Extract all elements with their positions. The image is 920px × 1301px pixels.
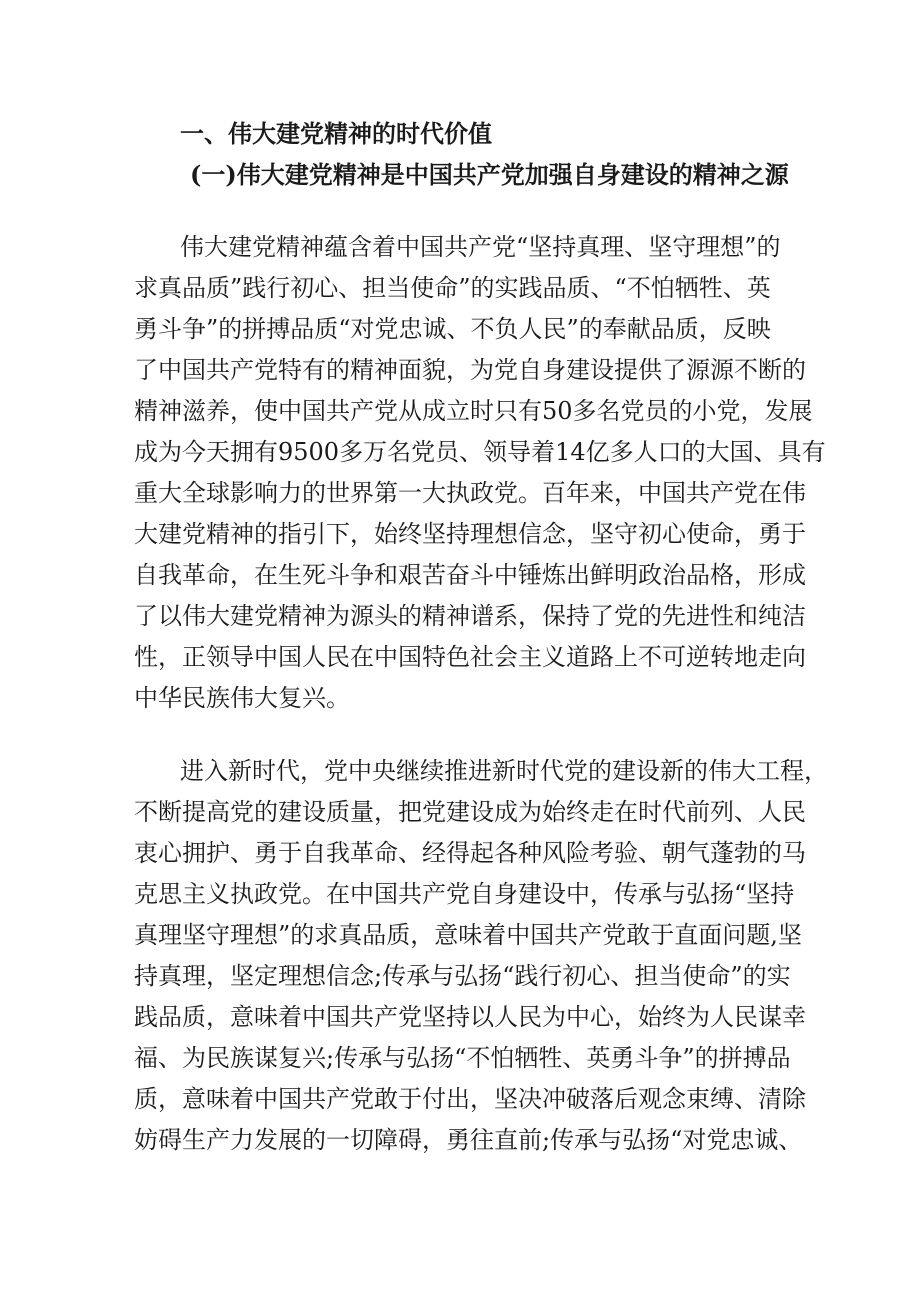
paragraph-line: 重大全球影响力的世界第一大执政党。百年来，中国共产党在伟 <box>134 479 806 507</box>
paragraph-line: 持真理，坚定理想信念;传承与弘扬“践行初心、担当使命”的实 <box>134 962 791 990</box>
paragraph-line: 精神滋养，使中国共产党从成立时只有50多名党员的小党，发展 <box>134 397 813 425</box>
paragraph-line: 质，意味着中国共产党敢于付出，坚决冲破落后观念束缚、清除 <box>134 1085 806 1113</box>
paragraph-2 <box>134 751 828 1161</box>
paragraph-line: 伟大建党精神蕴含着中国共产党“坚持真理、坚守理想”的 <box>180 233 781 261</box>
paragraph-line: 进入新时代，党中央继续推进新时代党的建设新的伟大工程， <box>180 757 828 785</box>
paragraph-line: 中华民族伟大复兴。 <box>134 684 350 712</box>
paragraph-line: 成为今天拥有9500多万名党员、领导着14亿多人口的大国、具有 <box>134 438 826 466</box>
paragraph-line: 妨碍生产力发展的一切障碍，勇往直前;传承与弘扬“对党忠诚、 <box>134 1126 803 1154</box>
paragraph-line: 福、为民族谋复兴;传承与弘扬“不怕牺牲、英勇斗争”的拼搏品 <box>134 1044 791 1072</box>
paragraph-line: 衷心拥护、勇于自我革命、经得起各种风险考验、朝气蓬勃的马 <box>134 839 806 867</box>
paragraph-line: 不断提高党的建设质量，把党建设成为始终走在时代前列、人民 <box>134 798 806 826</box>
paragraph-line: 真理坚守理想”的求真品质，意味着中国共产党敢于直面问题,坚 <box>134 921 802 949</box>
paragraph-line: 克思主义执政党。在中国共产党自身建设中，传承与弘扬“坚持 <box>134 880 795 908</box>
paragraph-1 <box>134 227 826 719</box>
paragraph-line: 性，正领导中国人民在中国特色社会主义道路上不可逆转地走向 <box>134 643 806 671</box>
paragraph-line: 勇斗争”的拼搏品质“对党忠诚、不负人民”的奉献品质，反映 <box>134 315 771 343</box>
subsection-heading: (一)伟大建党精神是中国共产党加强自身建设的精神之源 <box>190 160 789 189</box>
paragraph-line: 了中国共产党特有的精神面貌，为党自身建设提供了源源不断的 <box>134 356 806 384</box>
paragraph-line: 自我革命，在生死斗争和艰苦奋斗中锤炼出鲜明政治品格，形成 <box>134 561 806 589</box>
paragraph-line: 了以伟大建党精神为源头的精神谱系，保持了党的先进性和纯洁 <box>134 602 806 630</box>
paragraph-line: 践品质，意味着中国共产党坚持以人民为中心，始终为人民谋幸 <box>134 1003 806 1031</box>
section-heading: 一、伟大建党精神的时代价值 <box>180 120 492 148</box>
paragraph-line: 大建党精神的指引下，始终坚持理想信念，坚守初心使命，勇于 <box>134 520 806 548</box>
paragraph-line: 求真品质”践行初心、担当使命”的实践品质、“不怕牺牲、英 <box>134 274 771 302</box>
